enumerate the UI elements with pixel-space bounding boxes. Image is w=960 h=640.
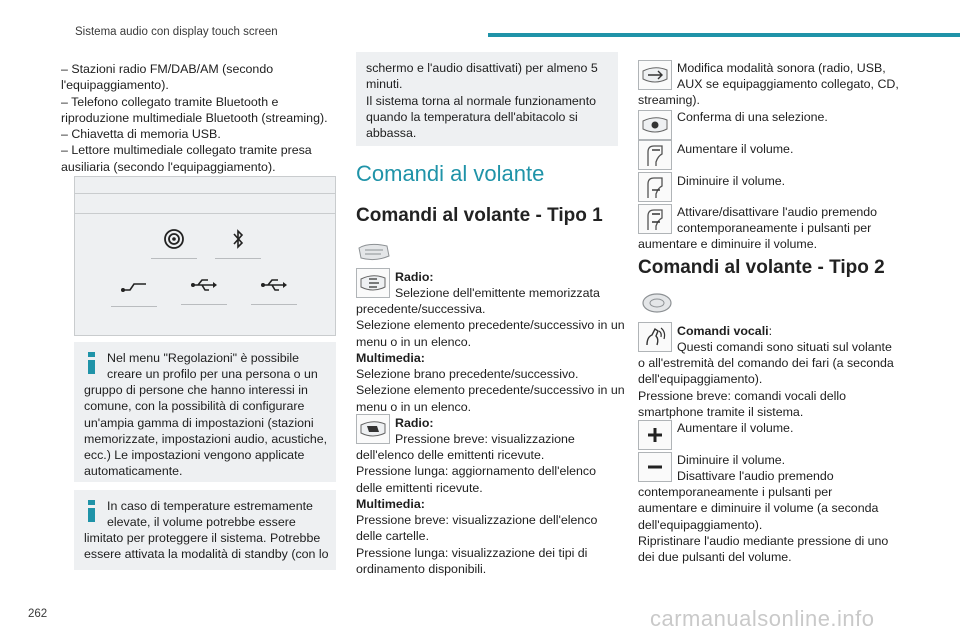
voice-label: Comandi vocali <box>677 324 769 338</box>
desc-line: Selezione brano precedente/successivo. <box>356 367 579 382</box>
steering-controls-icon <box>357 242 391 262</box>
radio-icon <box>159 227 189 251</box>
usb-icon <box>259 273 289 297</box>
desc-line: AUX se equipaggiamento collegato, CD, <box>677 77 899 92</box>
watermark: carmanualsonline.info <box>650 606 875 631</box>
info-box-continued <box>356 52 618 146</box>
running-header: Sistema audio con display touch screen <box>75 26 278 38</box>
desc-line: Disattivare l'audio premendo <box>677 469 834 484</box>
aux-jack-icon <box>119 275 149 299</box>
subsection-title-type1: Comandi al volante - Tipo 1 <box>356 205 603 226</box>
desc-line: Pressione breve: visualizzazione <box>395 432 575 447</box>
desc-line: dell'equipaggiamento). <box>638 517 763 532</box>
desc-line: contemporaneamente i pulsanti per <box>638 485 833 499</box>
desc-line: Ripristinare l'audio mediante pressione di uno <box>638 533 889 548</box>
info-line: ecc.) Le impostazioni vengono applicate <box>84 448 305 463</box>
info-line: In caso di temperature estremamente <box>107 499 313 513</box>
desc-line: aumentare e diminuire il volume (a seconda <box>638 501 879 516</box>
desc-line: delle cartelle. <box>356 529 430 544</box>
desc-line: Diminuire il volume. <box>677 453 786 467</box>
info-line: schermo e l'audio disattivati) per almeno 5 <box>366 61 598 75</box>
info-box-profiles <box>74 342 336 482</box>
desc-line: precedente/successiva. <box>356 302 486 316</box>
steering-wheel-icon <box>640 292 674 314</box>
plus-button-icon <box>638 420 672 450</box>
desc-line: Aumentare il volume. <box>677 142 794 156</box>
confirm-button-icon <box>638 110 672 140</box>
info-icon <box>88 352 95 374</box>
list-line: ausiliaria (secondo l'equipaggiamento). <box>61 159 276 174</box>
info-line: memorizzate, impostazioni audio, acustiche, <box>84 431 328 446</box>
voice-colon: : <box>768 324 773 338</box>
info-line: limitato per proteggere il sistema. Potrebbe <box>84 531 321 545</box>
mute-lever-icon <box>638 204 672 234</box>
volume-down-lever-icon <box>638 172 672 202</box>
volume-up-lever-icon <box>638 140 672 170</box>
desc-line: Selezione dell'emittente memorizzata <box>395 286 600 301</box>
info-line: quando la temperatura dell'abitacolo si <box>366 109 578 124</box>
multimedia-label: Multimedia: <box>356 496 425 511</box>
usb-icon <box>189 273 219 297</box>
desc-line: Aumentare il volume. <box>677 421 794 435</box>
desc-line: aumentare e diminuire il volume. <box>638 237 818 251</box>
desc-line: Conferma di una selezione. <box>677 110 828 124</box>
scroll-wheel-icon <box>356 268 390 298</box>
desc-line: o all'estremità del comando dei fari (a seconda <box>638 356 894 370</box>
audio-sources-illustration <box>74 176 336 336</box>
info-line: gruppo di persone che hanno interessi in <box>84 383 308 397</box>
bluetooth-icon <box>223 227 253 251</box>
desc-line: Questi comandi sono situati sul volante <box>677 340 892 355</box>
list-line: – Stazioni radio FM/DAB/AM (secondo <box>61 62 274 76</box>
desc-line: Selezione elemento precedente/successivo in un <box>356 383 625 398</box>
desc-line: dell'equipaggiamento). <box>638 372 763 387</box>
desc-line: Pressione breve: comandi vocali dello <box>638 388 846 403</box>
info-line: essere attivata la modalità di standby (con lo <box>84 547 329 562</box>
info-line: Nel menu "Regolazioni" è possibile <box>107 351 300 365</box>
radio-label: Radio: <box>395 416 434 430</box>
list-line: – Chiavetta di memoria USB. <box>61 127 221 142</box>
desc-line: dell'elenco delle emittenti ricevute. <box>356 448 545 462</box>
desc-line: Pressione breve: visualizzazione dell'elenco <box>356 513 598 528</box>
voice-command-icon <box>638 322 672 352</box>
multimedia-label: Multimedia: <box>356 350 425 365</box>
page-number: 262 <box>28 608 48 620</box>
desc-line: menu o in un elenco. <box>356 399 472 414</box>
desc-line: Diminuire il volume. <box>677 174 786 188</box>
info-box-temperature <box>74 490 336 570</box>
info-line: abbassa. <box>366 126 417 141</box>
mode-button-icon <box>638 60 672 90</box>
header-accent-bar <box>488 33 960 37</box>
radio-label: Radio: <box>395 270 434 284</box>
info-line: elevate, il volume potrebbe essere <box>107 515 296 530</box>
desc-line: Modifica modalità sonora (radio, USB, <box>677 61 886 75</box>
source-list <box>61 61 328 175</box>
subsection-title-type2: Comandi al volante - Tipo 2 <box>638 257 885 278</box>
info-line: Il sistema torna al normale funzionamento <box>366 93 597 108</box>
desc-line: Attivare/disattivare l'audio premendo <box>677 205 878 219</box>
minus-button-icon <box>638 452 672 482</box>
info-icon <box>88 500 95 522</box>
desc-line: Pressione lunga: aggiornamento dell'elenco <box>356 464 597 479</box>
info-line: minuti. <box>366 77 403 92</box>
desc-line: Selezione elemento precedente/successivo in un <box>356 318 625 333</box>
desc-line: ordinamento disponibili. <box>356 562 487 577</box>
list-line: riproduzione multimediale Bluetooth (streaming). <box>61 110 328 125</box>
desc-line: Pressione lunga: visualizzazione dei tipi di <box>356 545 588 560</box>
desc-line: delle emittenti ricevute. <box>356 480 483 495</box>
desc-line: menu o in un elenco. <box>356 334 472 349</box>
info-line: automaticamente. <box>84 464 183 479</box>
info-line: creare un profilo per una persona o un <box>107 367 318 382</box>
list-line: – Lettore multimediale collegato tramite presa <box>61 143 312 158</box>
desc-line: contemporaneamente i pulsanti per <box>677 221 872 236</box>
desc-line: smartphone tramite il sistema. <box>638 404 804 419</box>
desc-line: dei due pulsanti del volume. <box>638 550 792 565</box>
section-title: Comandi al volante <box>356 161 545 186</box>
desc-line: streaming). <box>638 93 700 107</box>
info-line: comune, con la possibilità di configurare <box>84 399 305 414</box>
press-wheel-icon <box>356 414 390 444</box>
list-line: l'equipaggiamento). <box>61 78 169 93</box>
list-line: – Telefono collegato tramite Bluetooth e <box>61 94 279 109</box>
info-line: un'ampia gamma di impostazioni (stazioni <box>84 415 314 430</box>
